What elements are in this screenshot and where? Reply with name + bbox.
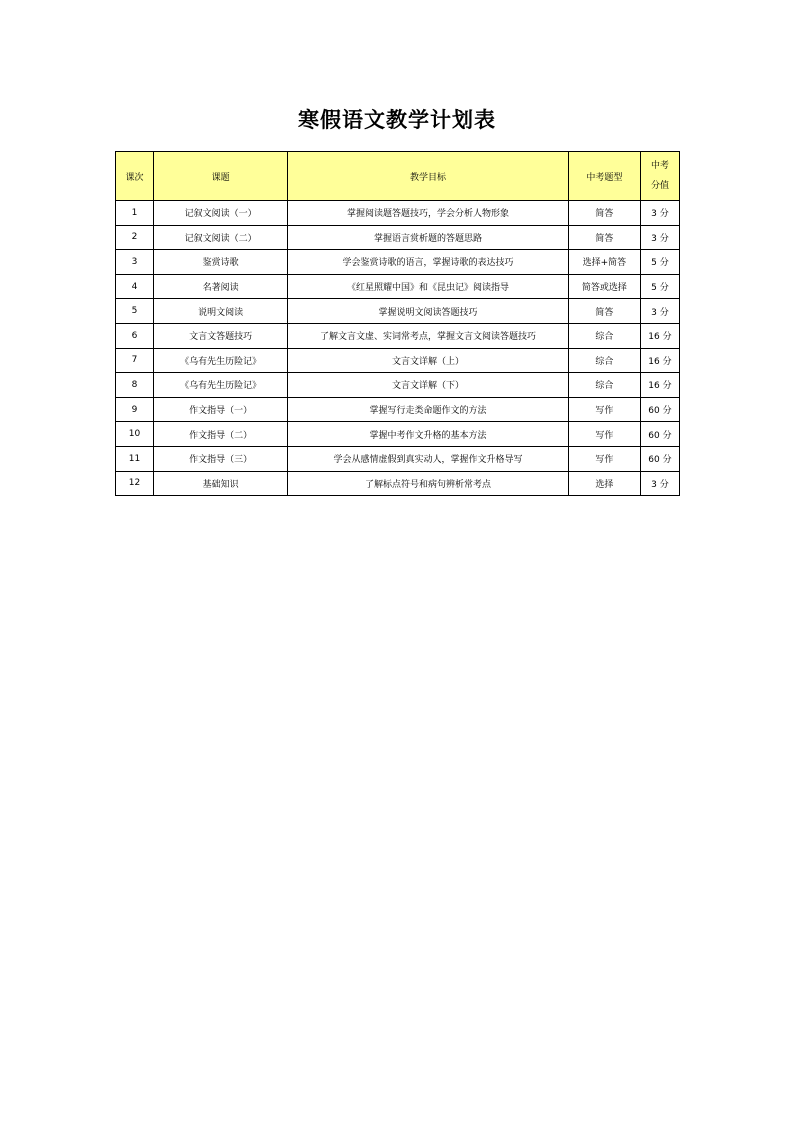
cell-score: 3 分 — [640, 299, 679, 324]
cell-score: 5 分 — [640, 250, 679, 275]
cell-score: 16 分 — [640, 323, 679, 348]
cell-exam-type: 写作 — [568, 422, 640, 447]
cell-goal: 了解文言文虚、实词常考点，掌握文言文阅读答题技巧 — [288, 323, 568, 348]
cell-topic: 基础知识 — [154, 471, 288, 496]
cell-topic: 记叙文阅读（一） — [154, 201, 288, 226]
cell-goal: 掌握中考作文升格的基本方法 — [288, 422, 568, 447]
cell-topic: 《乌有先生历险记》 — [154, 348, 288, 373]
table-row — [116, 422, 680, 447]
cell-lesson-no: 12 — [116, 471, 154, 496]
table-row — [116, 201, 680, 226]
table-row — [116, 397, 680, 422]
cell-exam-type: 写作 — [568, 446, 640, 471]
cell-exam-type: 简答 — [568, 201, 640, 226]
cell-exam-type: 选择+简答 — [568, 250, 640, 275]
cell-goal: 学会从感情虚假到真实动人，掌握作文升格导写 — [288, 446, 568, 471]
cell-topic: 文言文答题技巧 — [154, 323, 288, 348]
cell-topic: 说明文阅读 — [154, 299, 288, 324]
cell-score: 60 分 — [640, 446, 679, 471]
cell-topic: 作文指导（二） — [154, 422, 288, 447]
cell-score: 5 分 — [640, 274, 679, 299]
cell-score: 60 分 — [640, 397, 679, 422]
cell-lesson-no: 1 — [116, 201, 154, 226]
cell-lesson-no: 10 — [116, 422, 154, 447]
cell-exam-type: 简答或选择 — [568, 274, 640, 299]
cell-exam-type: 写作 — [568, 397, 640, 422]
cell-score: 3 分 — [640, 201, 679, 226]
cell-score: 16 分 — [640, 373, 679, 398]
table-row — [116, 274, 680, 299]
header-lesson-no: 课次 — [116, 152, 154, 201]
table-row — [116, 323, 680, 348]
cell-topic: 作文指导（一） — [154, 397, 288, 422]
header-goal: 教学目标 — [288, 152, 568, 201]
table-row — [116, 299, 680, 324]
table-row — [116, 446, 680, 471]
cell-lesson-no: 5 — [116, 299, 154, 324]
cell-exam-type: 简答 — [568, 299, 640, 324]
cell-lesson-no: 8 — [116, 373, 154, 398]
cell-goal: 《红星照耀中国》和《昆虫记》阅读指导 — [288, 274, 568, 299]
cell-goal: 了解标点符号和病句辨析常考点 — [288, 471, 568, 496]
cell-lesson-no: 3 — [116, 250, 154, 275]
cell-topic: 记叙文阅读（二） — [154, 225, 288, 250]
table-row — [116, 373, 680, 398]
header-score — [640, 152, 679, 201]
table-body — [116, 201, 680, 496]
cell-exam-type: 简答 — [568, 225, 640, 250]
table-row — [116, 225, 680, 250]
page-title: 寒假语文教学计划表 — [298, 107, 496, 132]
cell-exam-type: 综合 — [568, 348, 640, 373]
header-score-line2: 分值 — [650, 181, 669, 191]
cell-goal: 学会鉴赏诗歌的语言，掌握诗歌的表达技巧 — [288, 250, 568, 275]
table-row — [116, 348, 680, 373]
table-header-row — [116, 152, 680, 201]
cell-lesson-no: 4 — [116, 274, 154, 299]
cell-score: 3 分 — [640, 225, 679, 250]
cell-lesson-no: 7 — [116, 348, 154, 373]
cell-lesson-no: 9 — [116, 397, 154, 422]
cell-score: 60 分 — [640, 422, 679, 447]
teaching-plan-table — [115, 151, 680, 496]
cell-exam-type: 选择 — [568, 471, 640, 496]
cell-goal: 掌握写行走类命题作文的方法 — [288, 397, 568, 422]
cell-goal: 掌握阅读题答题技巧，学会分析人物形象 — [288, 201, 568, 226]
cell-topic: 名著阅读 — [154, 274, 288, 299]
cell-lesson-no: 2 — [116, 225, 154, 250]
cell-topic: 作文指导（三） — [154, 446, 288, 471]
table-row — [116, 250, 680, 275]
cell-exam-type: 综合 — [568, 373, 640, 398]
cell-topic: 鉴赏诗歌 — [154, 250, 288, 275]
table-row — [116, 471, 680, 496]
header-score-line1: 中考 — [650, 161, 669, 171]
cell-goal: 文言文详解（上） — [288, 348, 568, 373]
cell-goal: 掌握说明文阅读答题技巧 — [288, 299, 568, 324]
cell-goal: 文言文详解（下） — [288, 373, 568, 398]
cell-score: 3 分 — [640, 471, 679, 496]
cell-score: 16 分 — [640, 348, 679, 373]
header-topic: 课题 — [154, 152, 288, 201]
cell-exam-type: 综合 — [568, 323, 640, 348]
cell-goal: 掌握语言赏析题的答题思路 — [288, 225, 568, 250]
header-exam-type: 中考题型 — [568, 152, 640, 201]
cell-lesson-no: 6 — [116, 323, 154, 348]
cell-lesson-no: 11 — [116, 446, 154, 471]
cell-topic: 《乌有先生历险记》 — [154, 373, 288, 398]
